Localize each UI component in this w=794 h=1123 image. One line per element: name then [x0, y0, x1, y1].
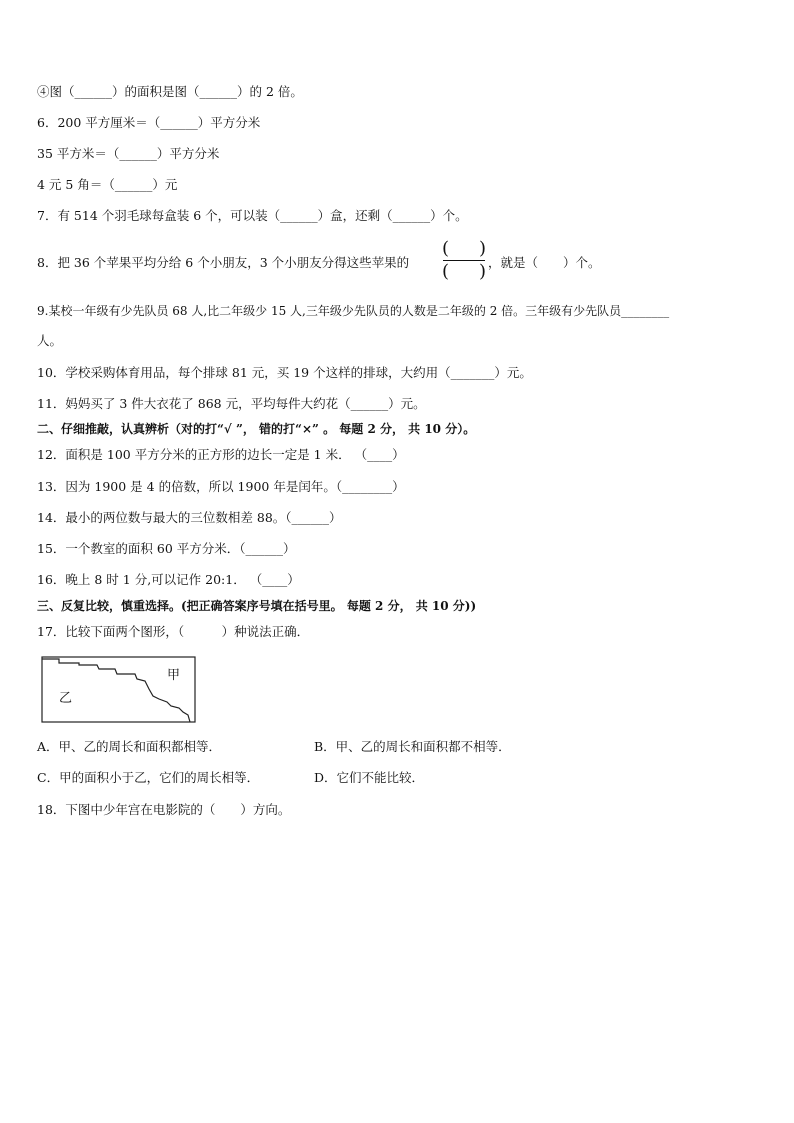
question-5-part-4: ④图（______）的面积是图（______）的 2 倍。 — [37, 84, 303, 99]
question-12: 12．面积是 100 平方分米的正方形的边长一定是 1 米． （____） — [37, 447, 405, 462]
option-a: A．甲、乙的周长和面积都相等． — [37, 739, 222, 754]
question-17: 17．比较下面两个图形，（ ）种说法正确． — [37, 624, 310, 639]
question-6: 6．200 平方厘米＝（______）平方分米 — [37, 115, 261, 130]
fraction-top-right-paren: ) — [479, 238, 487, 259]
fraction-bottom-left-paren: ( — [442, 261, 450, 282]
figure-label-jia: 甲 — [167, 668, 181, 683]
figure-label-yi: 乙 — [59, 691, 73, 706]
question-15: 15．一个教室的面积 60 平方分米．（______） — [37, 541, 296, 556]
question-16: 16．晚上 8 时 1 分,可以记作 20:1． （____） — [37, 572, 300, 587]
fraction-bottom-right-paren: ) — [479, 261, 487, 282]
question-10: 10．学校采购体育用品，每个排球 81 元，买 19 个这样的排球，大约用（_______）元。 — [37, 365, 532, 380]
option-c: C．甲的面积小于乙，它们的周长相等． — [37, 770, 260, 785]
question-9: 9.某校一年级有少先队员 68 人,比二年级少 15 人,三年级少先队员的人数是二年级的 2 倍。三年级有少先队员________ — [37, 304, 670, 318]
question-6-part-3: 4 元 5 角＝（______）元 — [37, 177, 178, 192]
comparison-figure — [41, 656, 197, 724]
question-9-unit: 人。 — [37, 333, 63, 348]
question-8-start: 8．把 36 个苹果平均分给 6 个小朋友，3 个小朋友分得这些苹果的 — [37, 255, 410, 270]
question-8-end: ，就是（ ）个。 — [488, 255, 601, 270]
section-3-heading: 三、反复比较，慎重选择。(把正确答案序号填在括号里。 每题 2 分， 共 10 分)) — [37, 599, 477, 613]
question-14: 14．最小的两位数与最大的三位数相差 88。（______） — [37, 510, 342, 525]
question-7: 7．有 514 个羽毛球每盒装 6 个，可以装（______）盒，还剩（______）个。 — [37, 208, 468, 223]
question-13: 13．因为 1900 是 4 的倍数，所以 1900 年是闰年。（________） — [37, 479, 405, 494]
option-d: D．它们不能比较． — [314, 770, 425, 785]
question-6-part-2: 35 平方米＝（______）平方分米 — [37, 146, 220, 161]
figure-border — [42, 657, 195, 722]
question-11: 11．妈妈买了 3 件大衣花了 868 元，平均每件大约花（______）元。 — [37, 396, 426, 411]
question-18: 18．下图中少年宫在电影院的（ ）方向。 — [37, 802, 291, 817]
section-2-heading: 二、仔细推敲，认真辨析（对的打“√ ”， 错的打“×” 。 每题 2 分， 共 10 分）。 — [37, 422, 476, 436]
fraction-blank — [441, 239, 487, 283]
fraction-top-left-paren: ( — [442, 238, 450, 259]
option-b: B．甲、乙的周长和面积都不相等． — [314, 739, 511, 754]
